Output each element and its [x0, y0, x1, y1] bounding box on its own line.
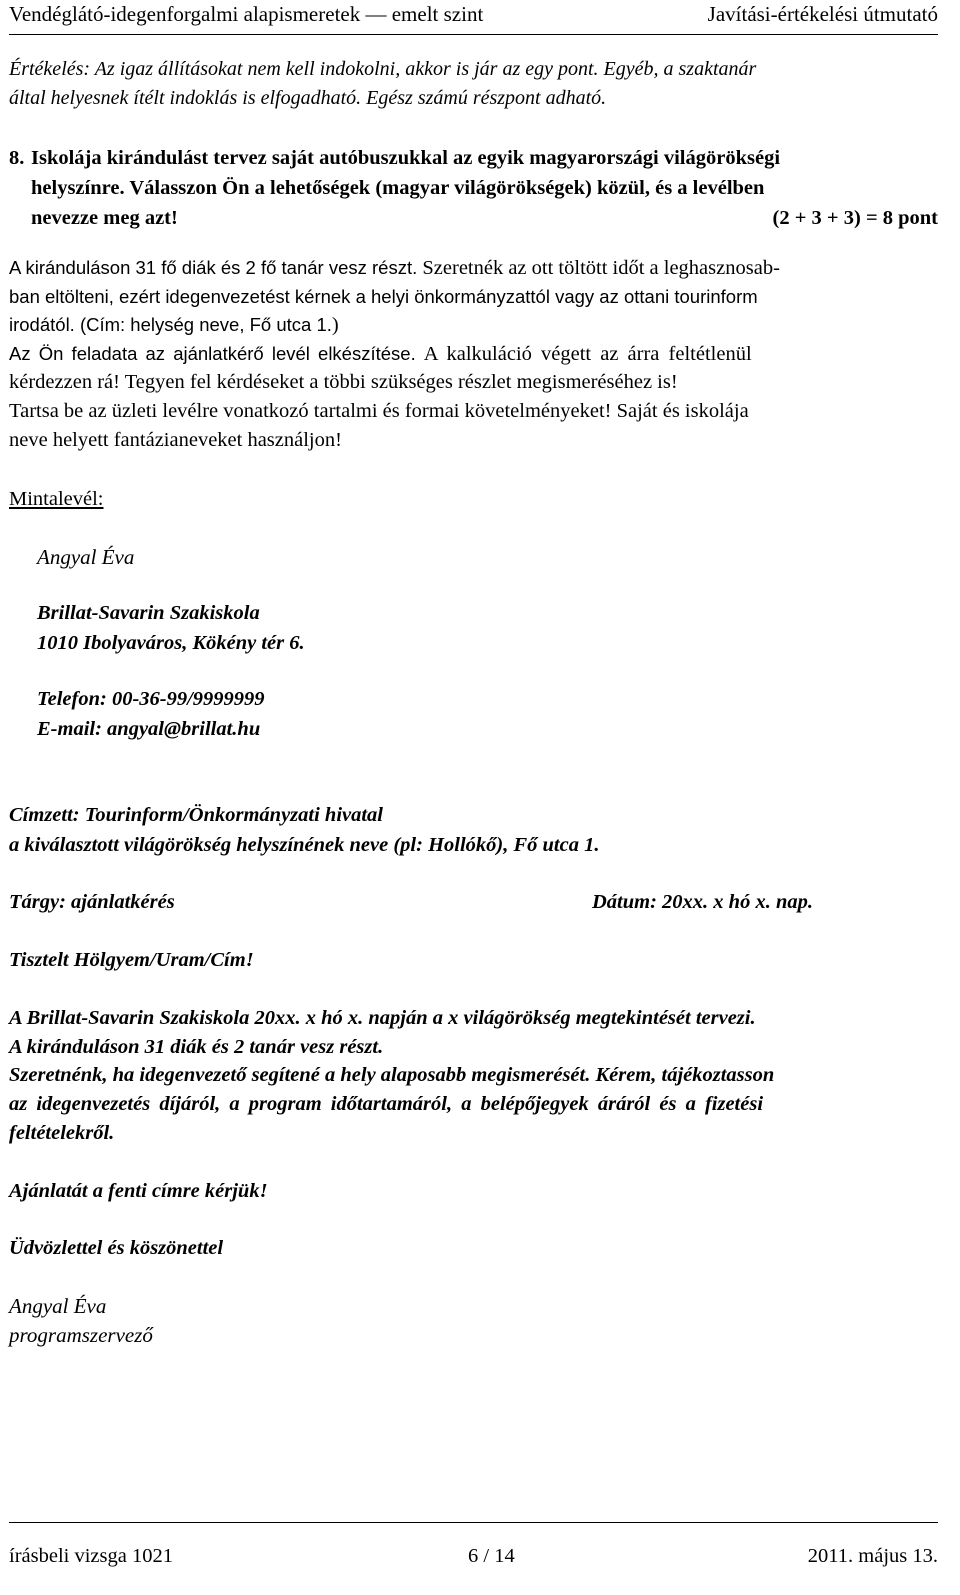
- instruction-3b: ): [331, 314, 339, 336]
- letter-body-5: feltételekről.: [9, 1122, 115, 1144]
- header-title: Vendéglátó-idegenforgalmi alapismeretek — emelt szint: [9, 2, 484, 26]
- letter-salutation: Tisztelt Hölgyem/Uram/Cím!: [9, 949, 254, 971]
- task-line-2: helyszínre. Válasszon Ön a lehetőségek (magyar világörökségek) közül, és a levélben: [31, 177, 765, 199]
- instruction-line-1: [9, 257, 780, 280]
- letter-body-3: Szeretnénk, ha idegenvezető segítené a hely alaposabb megismerését. Kérem, tájékoztasson: [9, 1064, 775, 1086]
- sender-school: Brillat-Savarin Szakiskola: [37, 602, 260, 624]
- instruction-1a: A kiránduláson 31 fő diák és 2 fő tanár vesz részt.: [9, 257, 418, 278]
- sender-phone: Telefon: 00-36-99/9999999: [37, 688, 265, 710]
- letter-subject: Tárgy: ajánlatkérés: [9, 891, 175, 913]
- letter-date: Dátum: 20xx. x hó x. nap.: [592, 891, 813, 913]
- instruction-line-5: kérdezzen rá! Tegyen fel kérdéseket a többi szükséges részlet megismeréséhez is!: [9, 371, 678, 393]
- instruction-3a: irodától. (Cím: helység neve, Fő utca 1.: [9, 314, 332, 335]
- sender-name: Angyal Éva: [37, 545, 135, 569]
- sender-address: 1010 Ibolyaváros, Kökény tér 6.: [37, 632, 305, 654]
- instruction-1b: Szeretnék az ott töltött időt a leghasznosab-: [417, 257, 780, 279]
- evaluation-line-2: által helyesnek ítélt indoklás is elfogadható. Egész számú részpont adható.: [9, 87, 607, 109]
- sender-email: E-mail: angyal@brillat.hu: [37, 718, 261, 740]
- task-line-3: nevezze meg azt!: [31, 207, 178, 229]
- task-points: (2 + 3 + 3) = 8 pont: [772, 207, 938, 229]
- page-header: [9, 0, 938, 35]
- header-subtitle: Javítási-értékelési útmutató: [707, 2, 938, 26]
- sample-letter-heading: Mintalevél:: [9, 488, 104, 510]
- task-number: 8.: [9, 147, 25, 169]
- signature-name: Angyal Éva: [9, 1294, 107, 1318]
- instruction-line-3: [9, 314, 339, 337]
- task-8: [9, 143, 938, 238]
- instruction-line-2: ban eltölteni, ezért idegenvezetést kérnek a helyi önkormányzattól vagy az ottani tourinform: [9, 286, 758, 307]
- letter-body-1: A Brillat-Savarin Szakiskola 20xx. x hó x. napján a x világörökség megtekintését tervezi.: [9, 1007, 756, 1029]
- recipient-line-1: Címzett: Tourinform/Önkormányzati hivatal: [9, 804, 384, 826]
- letter-body-4: az idegenvezetés díjáról, a program időtartamáról, a belépőjegyek áráról és a fizetési: [9, 1093, 764, 1115]
- instruction-line-7: neve helyett fantázianeveket használjon!: [9, 429, 342, 451]
- footer-date: 2011. május 13.: [807, 1545, 938, 1567]
- page-footer: [9, 1522, 938, 1567]
- instruction-4b: A kalkuláció végett az árra feltétlenül: [415, 343, 752, 365]
- evaluation-line-1: Értékelés: Az igaz állításokat nem kell indokolni, akkor is jár az egy pont. Egyéb, a szaktanár: [9, 58, 757, 80]
- instruction-line-6: Tartsa be az üzleti levélre vonatkozó tartalmi és formai követelményeket! Saját és iskolája: [9, 400, 749, 422]
- signature-role: programszervező: [9, 1323, 153, 1347]
- task-line-1: Iskolája kirándulást tervez saját autóbuszukkal az egyik magyarországi világörökségi: [31, 147, 781, 169]
- instruction-4a: Az Ön feladata az ajánlatkérő levél elkészítése.: [9, 343, 416, 364]
- recipient-line-2: a kiválasztott világörökség helyszínének neve (pl: Hollókő), Fő utca 1.: [9, 834, 600, 856]
- letter-request: Ajánlatát a fenti címre kérjük!: [9, 1180, 268, 1202]
- footer-page-number: 6 / 14: [468, 1545, 515, 1567]
- instruction-line-4: [9, 343, 752, 366]
- letter-closing: Üdvözlettel és köszönettel: [9, 1237, 224, 1259]
- letter-body-2: A kiránduláson 31 diák és 2 tanár vesz részt.: [9, 1036, 384, 1058]
- footer-exam-id: írásbeli vizsga 1021: [9, 1545, 173, 1567]
